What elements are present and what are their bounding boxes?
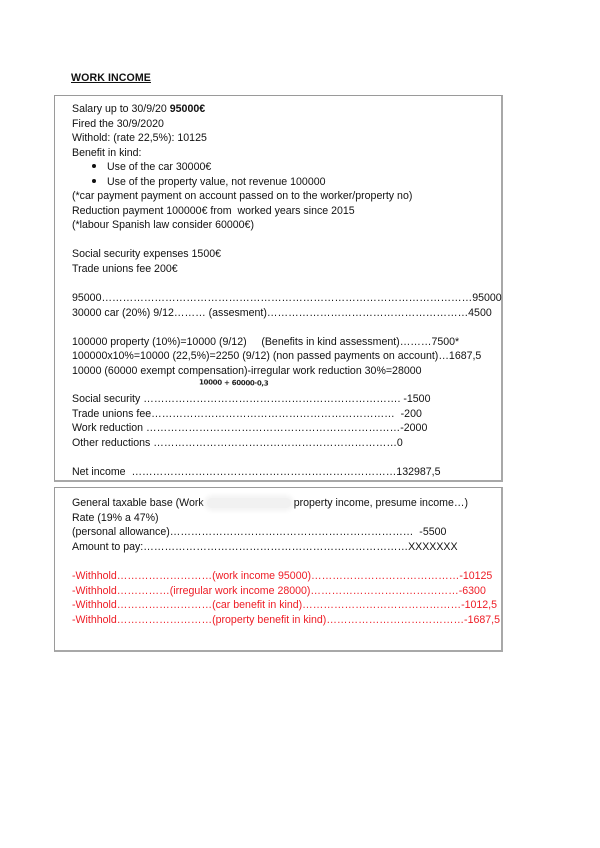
bullet-icon — [92, 164, 96, 168]
bullet-item-property: Use of the property value, not revenue 100000 — [92, 175, 326, 189]
net-income-line: Net income …………………………………………………………………132987,5 — [72, 465, 441, 478]
deduction-social-security: Social security ………………………………………………………………. -1500 — [72, 393, 431, 405]
fired-line: Fired the 30/9/2020 — [72, 117, 164, 130]
salary-label: Salary up to 30/9/20 — [72, 103, 170, 115]
personal-allowance-line: (personal allowance)…………………………………………………………… -5500 — [72, 526, 447, 538]
calc-line-car: 30000 car (20%) 9/12……… (assesment)…………………………………………………4500 — [72, 306, 492, 319]
deduction-trade-unions: Trade unions fee…………………………………………………………… -200 — [72, 407, 422, 420]
bullet-icon — [92, 179, 96, 183]
calc-line-irregular: 10000 (60000 exempt compensation)-irregular work reduction 30%=28000 — [72, 364, 422, 377]
handwritten-note: 10000 + 60000·0,3 — [198, 378, 269, 388]
withhold-property-benefit: -Withhold………………………(property benefit in kind)…………………………………-1687,5 — [72, 613, 500, 626]
amount-to-pay-line: Amount to pay:…………………………………………………………………XXXXXXX — [72, 540, 458, 553]
trade-unions-fee-line: Trade unions fee 200€ — [72, 262, 178, 275]
withhold-work-income: -Withhold………………………(work income 95000)……………………………………-10125 — [72, 570, 493, 582]
taxable-base-box — [54, 487, 503, 652]
withold-line: Withold: (rate 22,5%): 10125 — [72, 132, 207, 144]
withhold-irregular-income: -Withhold……………(irregular work income 28000)……………………………………-6300 — [72, 584, 486, 597]
calc-line-property: 100000 property (10%)=10000 (9/12) (Benefits in kind assessment)………7500* — [72, 335, 460, 348]
salary-amount: 95000€ — [169, 103, 206, 115]
section-title: WORK INCOME — [71, 72, 151, 84]
salary-line — [72, 102, 205, 116]
rate-line: Rate (19% a 47%) — [72, 511, 159, 524]
note-car-line: (*car payment payment on account passed on to the worker/property no) — [72, 190, 413, 202]
calc-line-salary: 95000……………………………………………………………………………………………95000 — [72, 292, 502, 304]
social-security-expenses-line: Social security expenses 1500€ — [72, 248, 221, 260]
withhold-car-benefit: -Withhold………………………(car benefit in kind)………………………………………-1012,5 — [72, 599, 498, 611]
calc-line-non-passed: 100000x10%=10000 (22,5%)=2250 (9/12) (non passed payments on account)…1687,5 — [72, 350, 482, 362]
deduction-other: Other reductions ……………………………………………………………0 — [72, 436, 403, 449]
bullet-item-car: Use of the car 30000€ — [92, 160, 211, 174]
deduction-work-reduction: Work reduction ………………………………………………………………-2000 — [72, 422, 428, 434]
benefit-heading: Benefit in kind: — [72, 146, 142, 159]
work-income-box — [54, 95, 503, 482]
note-labour-line: (*labour Spanish law consider 60000€) — [72, 219, 254, 231]
reduction-payment-line: Reduction payment 100000€ from worked years since 2015 — [72, 204, 355, 217]
general-taxable-base-line: General taxable base (Work property income, presume income…) — [72, 497, 468, 509]
redacted-blur — [207, 498, 291, 508]
